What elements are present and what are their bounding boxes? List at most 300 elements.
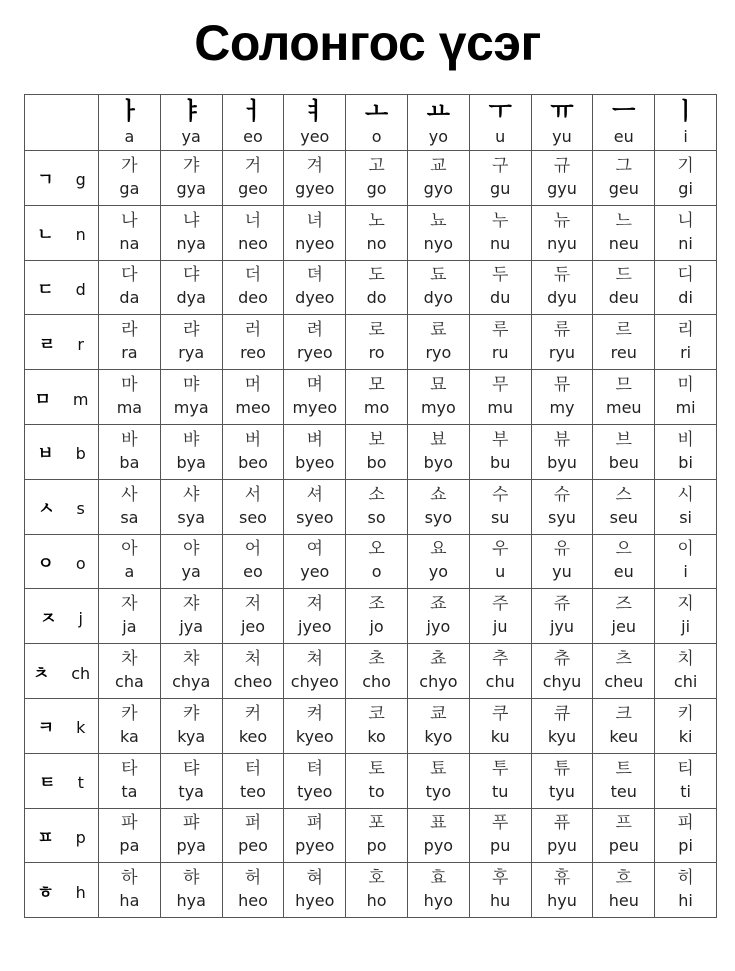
syllable-roman: chya bbox=[172, 672, 211, 692]
syllable-roman: nyu bbox=[547, 233, 577, 253]
syllable-hangul: 류 bbox=[553, 320, 571, 341]
syllable-roman: bya bbox=[176, 452, 206, 472]
syllable-roman: no bbox=[366, 233, 387, 253]
syllable-roman: ku bbox=[490, 726, 510, 746]
vowel-header-cell bbox=[655, 95, 717, 151]
syllable-roman: pya bbox=[176, 836, 206, 856]
syllable-roman: ju bbox=[492, 617, 508, 637]
syllable-roman: sya bbox=[177, 507, 205, 527]
syllable-roman: neo bbox=[238, 233, 268, 253]
syllable-hangul: 도 bbox=[368, 265, 385, 286]
syllable-roman: gi bbox=[678, 178, 693, 198]
syllable-cell bbox=[284, 753, 346, 808]
syllable-hangul: 표 bbox=[430, 813, 447, 834]
syllable-roman: myo bbox=[420, 398, 456, 418]
syllable-hangul: 퍼 bbox=[244, 813, 262, 834]
syllable-hangul: 로 bbox=[368, 320, 385, 341]
syllable-hangul: 포 bbox=[368, 813, 385, 834]
syllable-roman: nyo bbox=[423, 233, 454, 253]
consonant-latin: n bbox=[75, 225, 86, 245]
syllable-cell bbox=[655, 315, 717, 370]
syllable-hangul: 묘 bbox=[430, 375, 447, 396]
syllable-roman: pu bbox=[490, 836, 511, 856]
syllable-hangul: 쟈 bbox=[182, 594, 200, 615]
syllable-roman: da bbox=[119, 288, 140, 308]
syllable-hangul: 어 bbox=[244, 539, 262, 560]
syllable-roman: sa bbox=[120, 507, 139, 527]
consonant-jamo: ㅇ bbox=[37, 553, 54, 574]
syllable-roman: tyu bbox=[549, 781, 575, 801]
syllable-cell bbox=[160, 644, 222, 699]
syllable-roman: seu bbox=[609, 507, 638, 527]
consonant-cell bbox=[25, 315, 99, 370]
syllable-roman: do bbox=[366, 288, 387, 308]
syllable-cell bbox=[469, 534, 531, 589]
syllable-hangul: 져 bbox=[306, 594, 323, 615]
syllable-cell bbox=[593, 808, 655, 863]
syllable-roman: eo bbox=[243, 562, 263, 582]
syllable-roman: beu bbox=[608, 452, 639, 472]
syllable-hangul: 여 bbox=[306, 539, 323, 560]
syllable-hangul: 커 bbox=[244, 703, 262, 724]
consonant-latin: j bbox=[78, 608, 83, 628]
consonant-cell bbox=[25, 479, 99, 534]
syllable-roman: kyeo bbox=[295, 726, 334, 746]
syllable-cell bbox=[99, 260, 161, 315]
vowel-jamo: ㅜ bbox=[488, 96, 512, 125]
syllable-hangul: 뵤 bbox=[430, 429, 447, 450]
syllable-roman: ri bbox=[680, 343, 692, 363]
syllable-hangul: 즈 bbox=[615, 594, 632, 615]
syllable-hangul: 소 bbox=[368, 484, 385, 505]
syllable-cell bbox=[531, 753, 593, 808]
consonant-latin: t bbox=[77, 773, 84, 793]
syllable-cell bbox=[284, 479, 346, 534]
consonant-cell bbox=[25, 424, 99, 479]
syllable-hangul: 무 bbox=[491, 375, 509, 396]
syllable-cell bbox=[469, 698, 531, 753]
syllable-hangul: 츄 bbox=[553, 649, 571, 670]
syllable-cell bbox=[593, 698, 655, 753]
syllable-cell bbox=[99, 479, 161, 534]
syllable-cell bbox=[222, 863, 284, 918]
vowel-roman: yo bbox=[428, 126, 449, 146]
syllable-hangul: 서 bbox=[244, 484, 262, 505]
syllable-roman: gyu bbox=[547, 178, 577, 198]
syllable-cell bbox=[99, 205, 161, 260]
syllable-hangul: 듀 bbox=[553, 265, 571, 286]
syllable-roman: ma bbox=[116, 398, 143, 418]
syllable-roman: ji bbox=[681, 617, 691, 637]
syllable-roman: so bbox=[367, 507, 386, 527]
syllable-roman: chyo bbox=[419, 672, 458, 692]
syllable-roman: ki bbox=[678, 726, 693, 746]
syllable-hangul: 너 bbox=[244, 210, 262, 231]
syllable-roman: nu bbox=[490, 233, 511, 253]
syllable-cell bbox=[531, 315, 593, 370]
syllable-roman: cho bbox=[362, 672, 391, 692]
syllable-roman: tya bbox=[178, 781, 204, 801]
syllable-cell bbox=[346, 589, 408, 644]
syllable-cell bbox=[222, 315, 284, 370]
syllable-roman: o bbox=[371, 562, 382, 582]
syllable-hangul: 가 bbox=[121, 155, 138, 176]
syllable-cell bbox=[655, 205, 717, 260]
vowel-roman: a bbox=[124, 126, 135, 146]
syllable-cell bbox=[222, 753, 284, 808]
syllable-hangul: 토 bbox=[368, 758, 385, 779]
consonant-jamo: ㅂ bbox=[37, 444, 54, 465]
syllable-hangul: 요 bbox=[430, 539, 447, 560]
syllable-roman: heu bbox=[608, 891, 639, 911]
syllable-cell bbox=[99, 808, 161, 863]
syllable-hangul: 투 bbox=[491, 758, 509, 779]
syllable-cell bbox=[222, 424, 284, 479]
syllable-hangul: 치 bbox=[677, 649, 694, 670]
syllable-hangul: 수 bbox=[491, 484, 509, 505]
syllable-roman: hyeo bbox=[295, 891, 335, 911]
syllable-hangul: 효 bbox=[430, 868, 447, 889]
syllable-roman: mya bbox=[173, 398, 209, 418]
vowel-roman: ya bbox=[181, 126, 201, 146]
syllable-roman: byeo bbox=[295, 452, 335, 472]
syllable-hangul: 규 bbox=[553, 155, 571, 176]
vowel-header-row bbox=[25, 95, 717, 151]
vowel-roman: yu bbox=[552, 126, 572, 146]
consonant-row bbox=[25, 808, 717, 863]
consonant-row bbox=[25, 753, 717, 808]
consonant-latin: d bbox=[75, 279, 86, 299]
syllable-cell bbox=[407, 479, 469, 534]
vowel-header-cell bbox=[407, 95, 469, 151]
syllable-cell bbox=[655, 589, 717, 644]
syllable-cell bbox=[346, 808, 408, 863]
syllable-roman: meu bbox=[605, 398, 642, 418]
syllable-hangul: 비 bbox=[677, 429, 694, 450]
syllable-roman: ka bbox=[120, 726, 139, 746]
vowel-roman: i bbox=[683, 126, 688, 146]
consonant-row bbox=[25, 151, 717, 206]
syllable-hangul: 루 bbox=[491, 320, 509, 341]
vowel-header-cell bbox=[284, 95, 346, 151]
syllable-roman: hu bbox=[490, 891, 511, 911]
vowel-roman: yeo bbox=[300, 126, 330, 146]
syllable-cell bbox=[407, 808, 469, 863]
syllable-hangul: 다 bbox=[121, 265, 138, 286]
syllable-hangul: 느 bbox=[615, 210, 632, 231]
syllable-hangul: 댜 bbox=[182, 265, 200, 286]
syllable-hangul: 뎌 bbox=[306, 265, 323, 286]
syllable-cell bbox=[284, 151, 346, 206]
syllable-hangul: 므 bbox=[615, 375, 632, 396]
syllable-roman: chyu bbox=[542, 672, 582, 692]
syllable-roman: mo bbox=[363, 398, 390, 418]
syllable-roman: ru bbox=[491, 343, 509, 363]
consonant-cell bbox=[25, 370, 99, 425]
syllable-hangul: 죠 bbox=[430, 594, 447, 615]
syllable-hangul: 나 bbox=[121, 210, 138, 231]
syllable-cell bbox=[593, 479, 655, 534]
syllable-hangul: 뷰 bbox=[553, 429, 571, 450]
syllable-cell bbox=[99, 424, 161, 479]
syllable-hangul: 쿠 bbox=[491, 703, 509, 724]
vowel-jamo: ㅡ bbox=[612, 96, 636, 125]
syllable-cell bbox=[531, 644, 593, 699]
syllable-cell bbox=[655, 424, 717, 479]
syllable-cell bbox=[593, 315, 655, 370]
syllable-hangul: 드 bbox=[615, 265, 632, 286]
syllable-hangul: 샤 bbox=[182, 484, 200, 505]
syllable-hangul: 터 bbox=[244, 758, 262, 779]
syllable-hangul: 교 bbox=[430, 155, 447, 176]
syllable-cell bbox=[284, 370, 346, 425]
consonant-cell bbox=[25, 644, 99, 699]
syllable-hangul: 뇨 bbox=[430, 210, 447, 231]
syllable-roman: to bbox=[368, 781, 385, 801]
syllable-roman: byu bbox=[547, 452, 577, 472]
syllable-cell bbox=[407, 698, 469, 753]
syllable-cell bbox=[469, 151, 531, 206]
syllable-roman: yeo bbox=[300, 562, 330, 582]
syllable-roman: pyeo bbox=[295, 836, 335, 856]
syllable-cell bbox=[284, 644, 346, 699]
consonant-jamo: ㅋ bbox=[37, 718, 55, 739]
syllable-cell bbox=[407, 151, 469, 206]
syllable-cell bbox=[531, 534, 593, 589]
syllable-hangul: 쿄 bbox=[430, 703, 447, 724]
syllable-cell bbox=[346, 205, 408, 260]
syllable-roman: syu bbox=[548, 507, 576, 527]
syllable-cell bbox=[222, 370, 284, 425]
syllable-roman: i bbox=[683, 562, 688, 582]
syllable-cell bbox=[531, 808, 593, 863]
syllable-hangul: 펴 bbox=[306, 813, 323, 834]
syllable-hangul: 니 bbox=[677, 210, 694, 231]
syllable-cell bbox=[222, 205, 284, 260]
syllable-roman: peo bbox=[238, 836, 268, 856]
syllable-hangul: 며 bbox=[306, 375, 323, 396]
syllable-roman: deo bbox=[238, 288, 268, 308]
syllable-cell bbox=[469, 589, 531, 644]
hangul-table bbox=[24, 94, 717, 918]
syllable-cell bbox=[346, 753, 408, 808]
vowel-jamo: ㅠ bbox=[550, 96, 574, 125]
vowel-roman: eo bbox=[243, 126, 263, 146]
syllable-roman: meo bbox=[235, 398, 271, 418]
syllable-roman: pyo bbox=[423, 836, 454, 856]
syllable-cell bbox=[469, 205, 531, 260]
syllable-roman: ti bbox=[680, 781, 691, 801]
syllable-cell bbox=[346, 863, 408, 918]
consonant-jamo: ㄷ bbox=[37, 279, 54, 300]
syllable-cell bbox=[469, 315, 531, 370]
syllable-cell bbox=[407, 260, 469, 315]
consonant-jamo: ㅍ bbox=[37, 827, 54, 848]
syllable-roman: ryu bbox=[548, 343, 576, 363]
syllable-roman: keu bbox=[609, 726, 639, 746]
syllable-roman: kya bbox=[177, 726, 206, 746]
syllable-roman: heo bbox=[238, 891, 268, 911]
syllable-cell bbox=[160, 589, 222, 644]
syllable-roman: byo bbox=[423, 452, 454, 472]
syllable-hangul: 마 bbox=[121, 375, 138, 396]
syllable-roman: reo bbox=[240, 343, 266, 363]
syllable-cell bbox=[346, 424, 408, 479]
syllable-hangul: 프 bbox=[615, 813, 632, 834]
syllable-cell bbox=[346, 644, 408, 699]
syllable-cell bbox=[593, 151, 655, 206]
syllable-roman: chi bbox=[673, 672, 698, 692]
syllable-hangul: 됴 bbox=[430, 265, 447, 286]
syllable-hangul: 츠 bbox=[615, 649, 632, 670]
syllable-hangul: 시 bbox=[677, 484, 694, 505]
syllable-hangul: 오 bbox=[368, 539, 385, 560]
syllable-cell bbox=[407, 589, 469, 644]
vowel-jamo: ㅗ bbox=[364, 96, 389, 125]
syllable-hangul: 누 bbox=[491, 210, 509, 231]
syllable-hangul: 카 bbox=[121, 703, 138, 724]
syllable-hangul: 구 bbox=[491, 155, 509, 176]
syllable-cell bbox=[407, 534, 469, 589]
syllable-cell bbox=[655, 808, 717, 863]
syllable-cell bbox=[284, 808, 346, 863]
syllable-roman: jyo bbox=[426, 617, 451, 637]
syllable-cell bbox=[655, 151, 717, 206]
syllable-roman: si bbox=[679, 507, 692, 527]
syllable-cell bbox=[160, 863, 222, 918]
syllable-roman: po bbox=[366, 836, 387, 856]
consonant-row bbox=[25, 863, 717, 918]
syllable-hangul: 퍄 bbox=[182, 813, 200, 834]
syllable-hangul: 뮤 bbox=[553, 375, 571, 396]
syllable-hangul: 셔 bbox=[306, 484, 323, 505]
syllable-roman: yu bbox=[552, 562, 572, 582]
syllable-roman: jya bbox=[179, 617, 204, 637]
consonant-row bbox=[25, 205, 717, 260]
syllable-hangul: 뱌 bbox=[182, 429, 200, 450]
syllable-hangul: 머 bbox=[244, 375, 262, 396]
syllable-hangul: 주 bbox=[491, 594, 509, 615]
syllable-cell bbox=[593, 424, 655, 479]
syllable-cell bbox=[469, 424, 531, 479]
syllable-roman: a bbox=[124, 562, 135, 582]
consonant-latin: ch bbox=[71, 663, 91, 683]
syllable-roman: ba bbox=[119, 452, 140, 472]
syllable-roman: seo bbox=[239, 507, 267, 527]
syllable-roman: hyu bbox=[547, 891, 577, 911]
consonant-cell bbox=[25, 260, 99, 315]
consonant-row bbox=[25, 534, 717, 589]
consonant-cell bbox=[25, 205, 99, 260]
vowel-roman: o bbox=[371, 126, 382, 146]
consonant-jamo: ㅎ bbox=[37, 882, 54, 903]
syllable-hangul: 하 bbox=[121, 868, 138, 889]
syllable-roman: na bbox=[119, 233, 140, 253]
syllable-cell bbox=[222, 479, 284, 534]
syllable-cell bbox=[655, 698, 717, 753]
syllable-hangul: 차 bbox=[121, 649, 138, 670]
syllable-cell bbox=[655, 370, 717, 425]
syllable-hangul: 녀 bbox=[306, 210, 323, 231]
syllable-hangul: 러 bbox=[244, 320, 262, 341]
syllable-hangul: 텨 bbox=[306, 758, 323, 779]
syllable-cell bbox=[469, 479, 531, 534]
syllable-hangul: 트 bbox=[615, 758, 632, 779]
consonant-row bbox=[25, 479, 717, 534]
syllable-hangul: 튜 bbox=[553, 758, 571, 779]
syllable-hangul: 노 bbox=[368, 210, 385, 231]
syllable-cell bbox=[469, 753, 531, 808]
syllable-roman: teu bbox=[610, 781, 637, 801]
syllable-roman: pi bbox=[678, 836, 693, 856]
syllable-roman: su bbox=[490, 507, 510, 527]
consonant-jamo: ㄱ bbox=[37, 170, 54, 191]
syllable-roman: u bbox=[495, 562, 506, 582]
syllable-hangul: 보 bbox=[368, 429, 385, 450]
syllable-cell bbox=[160, 808, 222, 863]
consonant-cell bbox=[25, 151, 99, 206]
syllable-roman: ha bbox=[119, 891, 140, 911]
syllable-roman: tyo bbox=[425, 781, 452, 801]
syllable-roman: dya bbox=[176, 288, 206, 308]
syllable-roman: chu bbox=[485, 672, 515, 692]
syllable-hangul: 켜 bbox=[306, 703, 323, 724]
consonant-latin: h bbox=[75, 882, 86, 902]
syllable-hangul: 리 bbox=[677, 320, 694, 341]
syllable-hangul: 캬 bbox=[182, 703, 200, 724]
consonant-cell bbox=[25, 698, 99, 753]
syllable-cell bbox=[346, 370, 408, 425]
syllable-cell bbox=[531, 863, 593, 918]
syllable-roman: bi bbox=[678, 452, 693, 472]
syllable-roman: cheo bbox=[233, 672, 273, 692]
syllable-hangul: 두 bbox=[491, 265, 509, 286]
vowel-roman: eu bbox=[613, 126, 634, 146]
syllable-roman: gya bbox=[176, 178, 206, 198]
syllable-hangul: 뉴 bbox=[553, 210, 571, 231]
syllable-hangul: 처 bbox=[244, 649, 262, 670]
syllable-roman: eu bbox=[613, 562, 634, 582]
syllable-roman: ra bbox=[121, 343, 138, 363]
syllable-hangul: 코 bbox=[368, 703, 385, 724]
syllable-hangul: 냐 bbox=[182, 210, 200, 231]
consonant-jamo: ㄴ bbox=[37, 225, 54, 246]
syllable-roman: du bbox=[490, 288, 511, 308]
syllable-hangul: 려 bbox=[306, 320, 323, 341]
syllable-roman: rya bbox=[178, 343, 205, 363]
syllable-roman: ni bbox=[678, 233, 693, 253]
syllable-cell bbox=[284, 260, 346, 315]
syllable-hangul: 크 bbox=[615, 703, 632, 724]
syllable-roman: nya bbox=[176, 233, 206, 253]
syllable-cell bbox=[160, 424, 222, 479]
syllable-roman: bu bbox=[490, 452, 511, 472]
syllable-hangul: 쳐 bbox=[306, 649, 323, 670]
vowel-jamo: ㅣ bbox=[673, 96, 698, 125]
syllable-cell bbox=[407, 205, 469, 260]
consonant-row bbox=[25, 589, 717, 644]
syllable-roman: deu bbox=[608, 288, 639, 308]
syllable-cell bbox=[222, 534, 284, 589]
syllable-roman: ya bbox=[181, 562, 201, 582]
syllable-cell bbox=[593, 370, 655, 425]
syllable-cell bbox=[407, 315, 469, 370]
syllable-roman: di bbox=[678, 288, 693, 308]
syllable-hangul: 티 bbox=[677, 758, 694, 779]
syllable-roman: ko bbox=[367, 726, 386, 746]
syllable-hangul: 후 bbox=[491, 868, 509, 889]
consonant-latin: s bbox=[76, 499, 85, 519]
